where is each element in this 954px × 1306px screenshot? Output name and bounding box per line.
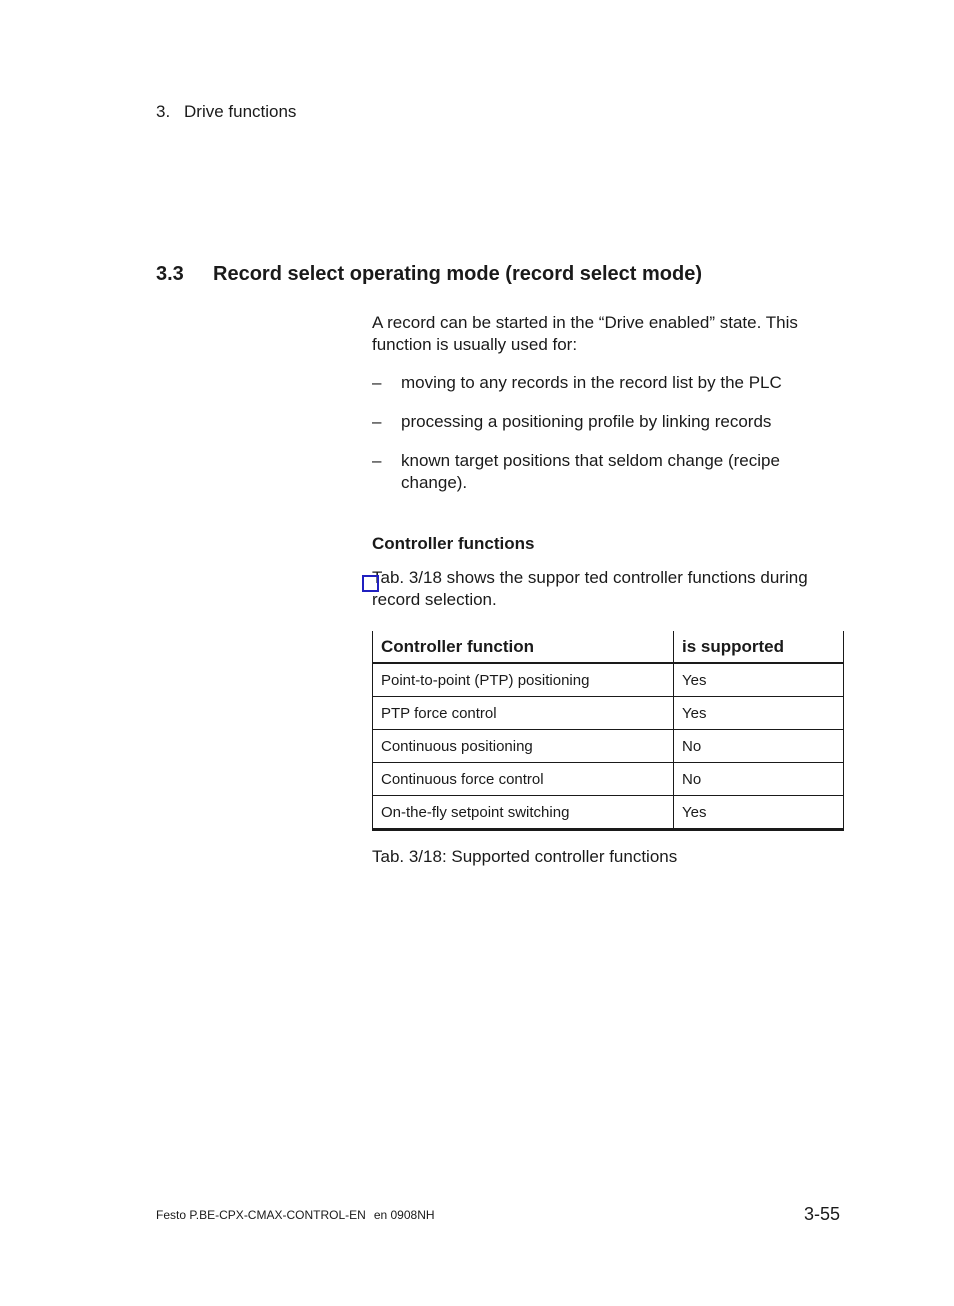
running-header [156,102,296,122]
table-row [373,730,844,763]
table-row [373,663,844,697]
dash-icon: – [372,412,382,431]
footer-doc: Festo P.BE-CPX-CMAX-CONTROL-EN [156,1208,366,1222]
table-cell-function: On-the-fly setpoint switching [373,796,674,830]
subheading: Controller functions [372,534,535,553]
table-cell-function: Continuous force control [373,763,674,796]
section-heading [156,263,702,286]
table-cell-supported: Yes [674,697,844,730]
footer-document-id [156,1208,435,1222]
section-title: Record select operating mode (record select mode) [213,263,703,285]
selection-marker-icon[interactable] [362,575,379,592]
table-row [373,697,844,730]
list-item-text: processing a positioning profile by linking records [401,412,772,431]
section-number: 3.3 [156,263,184,285]
column-header-function: Controller function [373,631,674,663]
list-item [372,372,842,394]
column-header-supported: is supported [674,631,844,663]
list-item [372,450,842,494]
chapter-title: Drive functions [184,102,297,121]
footer-edition: en 0908NH [373,1208,435,1222]
table-cell-function: Point-to-point (PTP) positioning [373,663,674,697]
table-cell-supported: Yes [674,796,844,830]
table-cell-function: PTP force control [373,697,674,730]
table-reference-paragraph: Tab. 3/18 shows the suppor ted controller functions during record selection. [372,568,808,609]
table-cell-supported: No [674,763,844,796]
table-cell-supported: Yes [674,663,844,697]
table-row [373,763,844,796]
list-item-text: known target positions that seldom change (recipe change). [401,451,780,492]
list-item [372,411,842,433]
intro-paragraph: A record can be started in the “Drive enabled” state. This function is usually used for: [372,313,798,354]
list-item-text: moving to any records in the record list by the PLC [401,373,782,392]
chapter-number: 3. [156,102,171,121]
dash-icon: – [372,373,382,392]
table-cell-supported: No [674,730,844,763]
controller-functions-table [372,631,844,831]
page-number: 3-55 [804,1204,841,1224]
table-caption: Tab. 3/18: Supported controller functions [372,847,678,866]
dash-icon: – [372,451,382,470]
table-header-row [373,631,844,663]
bullet-list [372,372,842,511]
table-cell-function: Continuous positioning [373,730,674,763]
table-row [373,796,844,830]
